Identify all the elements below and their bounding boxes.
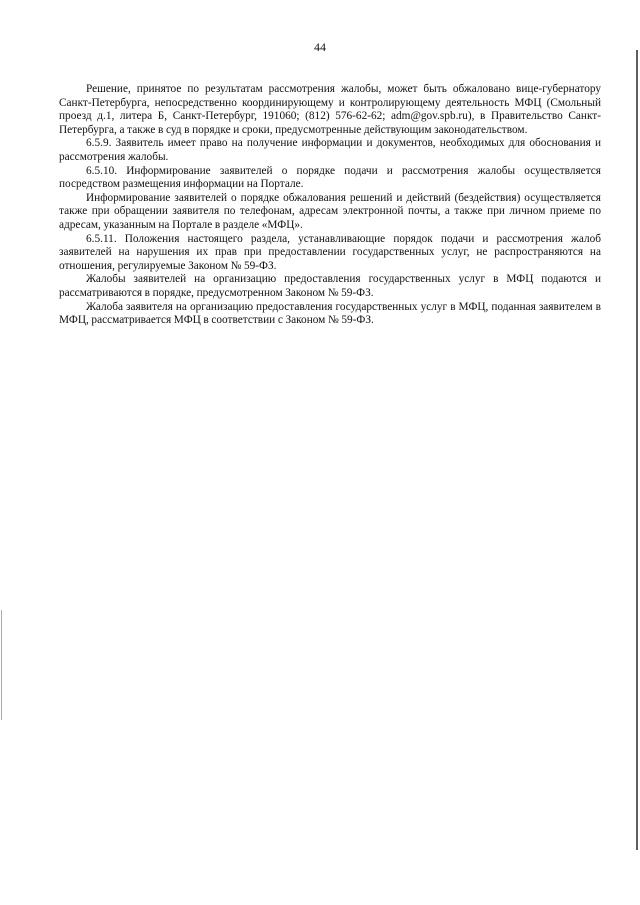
document-body	[59, 83, 601, 328]
page-number: 44	[314, 40, 326, 54]
paragraph-6-5-11: 6.5.11. Положения настоящего раздела, устанавливающие порядок подачи и рассмотрения жалоб заявителей на нарушения их прав при предоставлении государственных услуг, не распространяются на отношения, регулируемые Законом № 59-ФЗ.	[59, 232, 601, 272]
scan-edge-left	[1, 610, 2, 720]
paragraph-appeal-decision: Решение, принятое по результатам рассмотрения жалобы, может быть обжаловано вице-губернатору Санкт-Петербурга, непосредственно координирующему и контролирующему деятельность МФЦ (Смольный проезд д.1, литера Б, Санкт-Петербург, 191060; (812) 576-62-62; adm@gov.spb.ru), в Правительство Санкт-Петербурга, а также в суд в порядке и сроки, предусмотренные действующим законодательством.	[59, 83, 601, 136]
paragraph-6-5-10: 6.5.10. Информирование заявителей о порядке подачи и рассмотрения жалобы осуществляется посредством размещения информации на Портале.	[59, 164, 601, 191]
paragraph-informing-appeal: Информирование заявителей о порядке обжалования решений и действий (бездействия) осуществляется также при обращении заявителя по телефонам, адресам электронной почты, а также при личном приеме по адресам, указанным на Портале в разделе «МФЦ».	[59, 191, 601, 231]
paragraph-mfc-complaint-review: Жалоба заявителя на организацию предоставления государственных услуг в МФЦ, поданная заявителем в МФЦ, рассматривается МФЦ в соответствии с Законом № 59-ФЗ.	[59, 300, 601, 327]
paragraph-mfc-complaints: Жалобы заявителей на организацию предоставления государственных услуг в МФЦ подаются и рассматриваются в порядке, предусмотренном Законом № 59-ФЗ.	[59, 273, 601, 299]
paragraph-6-5-9: 6.5.9. Заявитель имеет право на получение информации и документов, необходимых для обоснования и рассмотрения жалобы.	[59, 137, 601, 163]
scan-edge-right	[636, 50, 638, 850]
